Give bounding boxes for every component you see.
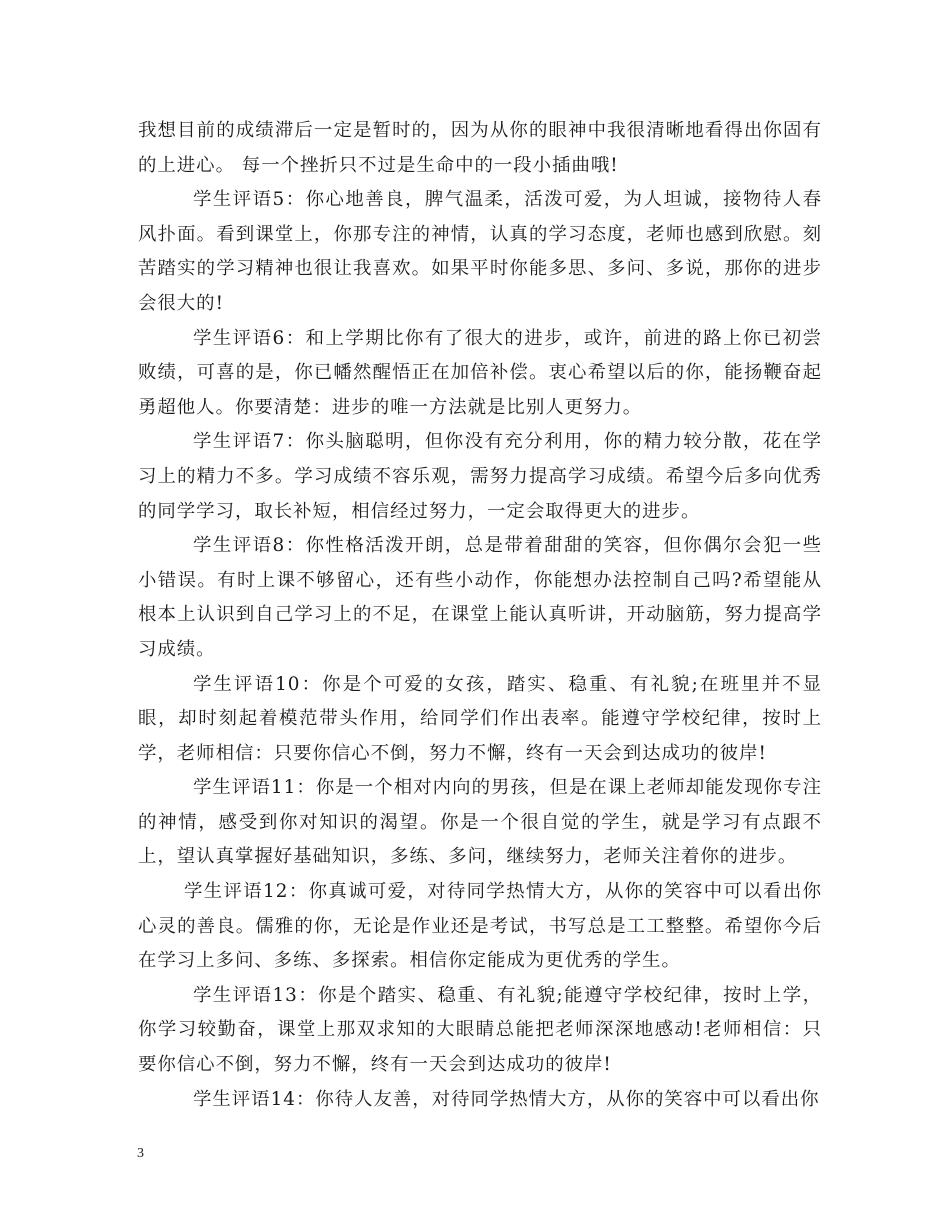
comment-5: 学生评语5：你心地善良，脾气温柔，活泼可爱，为人坦诚，接物待人春风扑面。看到课堂上，你那专注的神情，认真的学习态度，老师也感到欣慰。刻苦踏实的学习精神也很让我喜欢。如果平时你能多思、多问、多说，那你的进步会很大的! [138,189,822,314]
comment-10: 学生评语10：你是个可爱的女孩，踏实、稳重、有礼貌;在班里并不显眼，却时刻起着模范带头作用，给同学们作出表率。能遵守学校纪律，按时上学，老师相信：只要你信心不倒，努力不懈，终有一天会到达成功的彼岸! [138,673,822,764]
comment-11: 学生评语11：你是一个相对内向的男孩，但是在课上老师却能发现你专注的神情，感受到你对知识的渴望。你是一个很自觉的学生，就是学习有点跟不上，望认真掌握好基础知识，多练、多问，继续努力，老师关注着你的进步。 [138,777,822,868]
comment-7: 学生评语7：你头脑聪明，但你没有充分利用，你的精力较分散，花在学习上的精力不多。学习成绩不容乐观，需努力提高学习成绩。希望今后多向优秀的同学学习，取长补短，相信经过努力，一定会取得更大的进步。 [138,431,822,522]
comment-13: 学生评语13：你是个踏实、稳重、有礼貌;能遵守学校纪律，按时上学，你学习较勤奋，课堂上那双求知的大眼睛总能把老师深深地感动!老师相信：只要你信心不倒，努力不懈，终有一天会到达成功的彼岸! [138,984,822,1076]
comment-12: 学生评语12：你真诚可爱，对待同学热情大方，从你的笑容中可以看出你心灵的善良。儒雅的你，无论是作业还是考试，书写总是工工整整。希望你今后在学习上多问、多练、多探索。相信你定能成为更优秀的学生。 [138,881,822,972]
comment-6: 学生评语6：和上学期比你有了很大的进步，或许，前进的路上你已初尝败绩，可喜的是，你已幡然醒悟正在加倍补偿。衷心希望以后的你，能扬鞭奋起勇超他人。你要清楚：进步的唯一方法就是比别人更努力。 [138,327,822,418]
paragraph-continuation: 我想目前的成绩滞后一定是暂时的，因为从你的眼神中我很清晰地看得出你固有的上进心。 每一个挫折只不过是生命中的一段小插曲哦! [138,120,822,176]
page-number: 3 [137,1146,144,1161]
comment-8: 学生评语8：你性格活泼开朗，总是带着甜甜的笑容，但你偶尔会犯一些小错误。有时上课不够留心，还有些小动作，你能想办法控制自己吗?希望能从根本上认识到自己学习上的不足，在课堂上能认真听讲，开动脑筋，努力提高学习成绩。 [138,535,822,660]
comment-14: 学生评语14：你待人友善，对待同学热情大方，从你的笑容中可以看出你 [193,1088,820,1110]
